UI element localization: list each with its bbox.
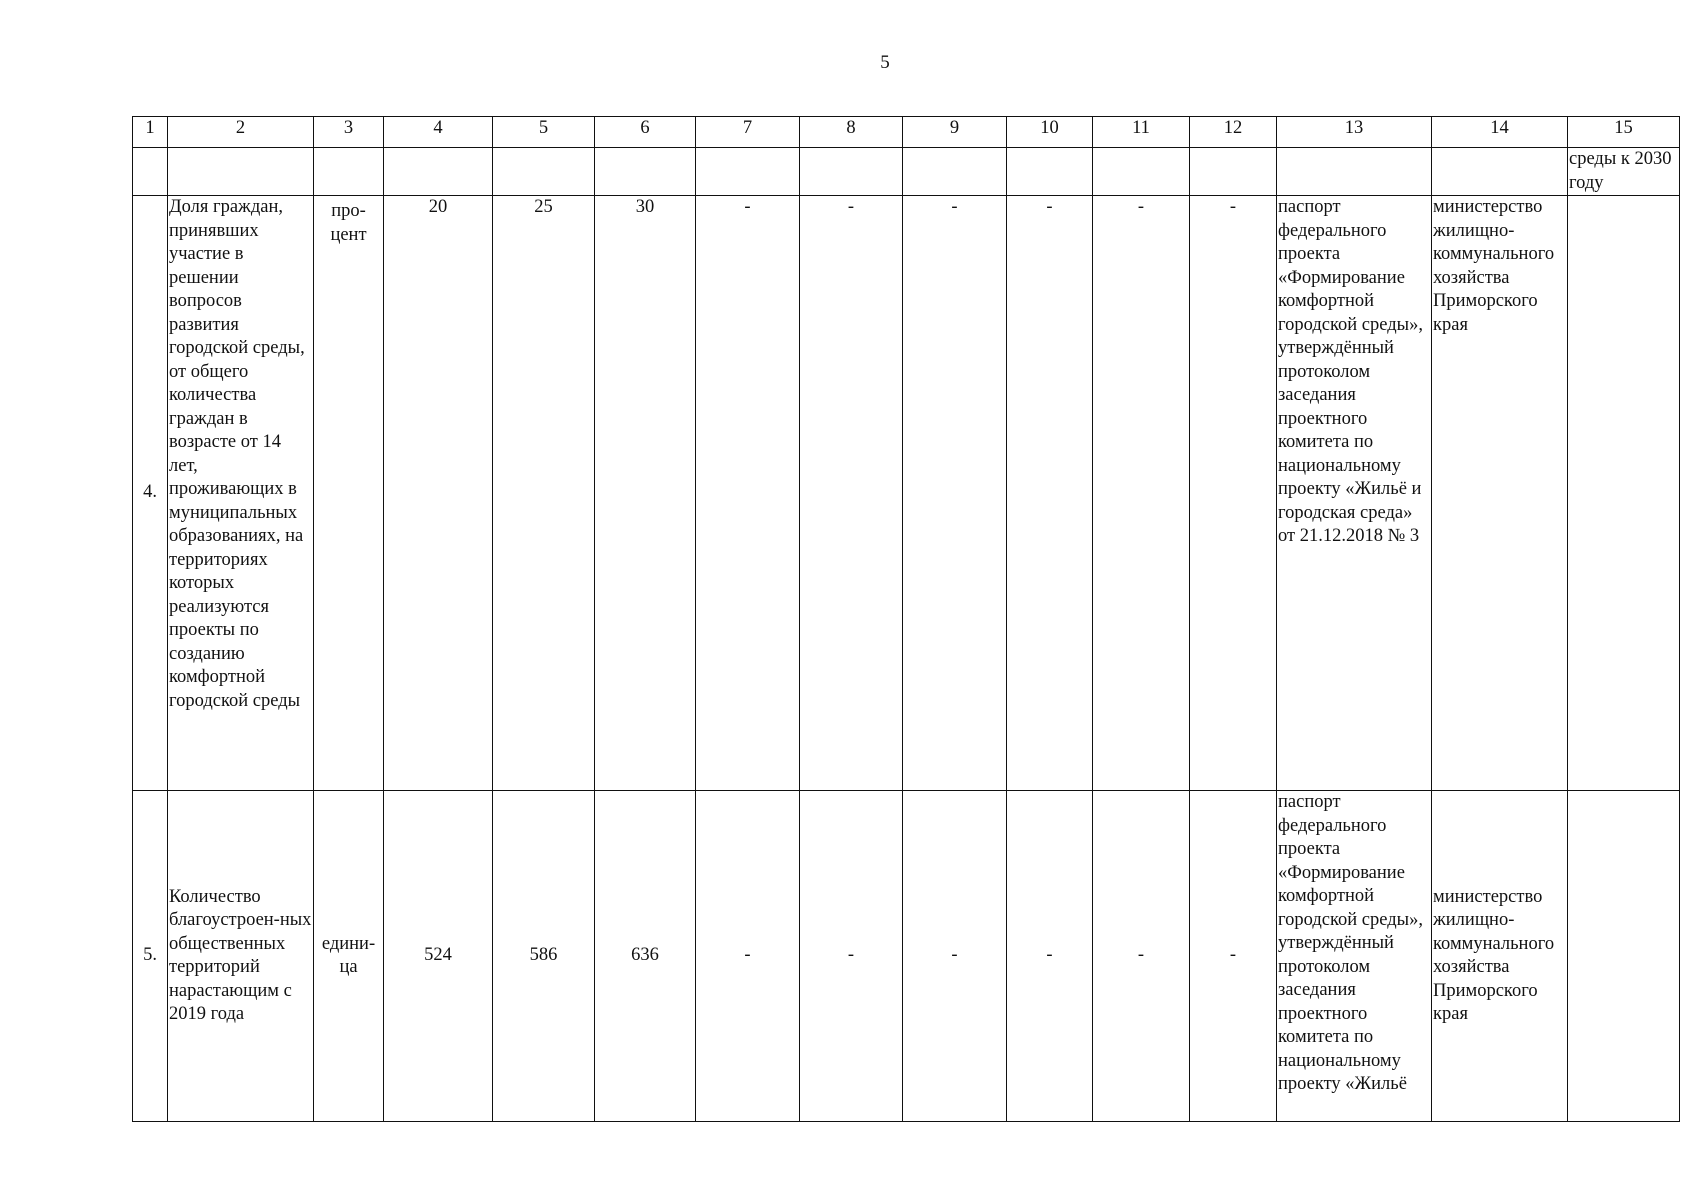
header-cell: 7 xyxy=(696,117,800,148)
header-cell: 4 xyxy=(384,117,493,148)
header-cell: 12 xyxy=(1190,117,1277,148)
source-document: паспорт федерального проекта «Формирование комфортной городской среды», утверждённый протоколом заседания проектного комитета по национальному проекту «Жильё и городская среда» от 21.12.2018 № 3 xyxy=(1277,196,1432,791)
row-number: 4. xyxy=(133,196,168,791)
indicator-name: Доля граждан, принявших участие в решении вопросов развития городской среды, от общего количества граждан в возрасте от 14 лет, проживающих в муниципальных образованиях, на территориях которых реализуются проекты по созданию комфортной городской среды xyxy=(168,196,314,791)
value-cell: - xyxy=(1190,791,1277,1122)
value-cell: - xyxy=(696,791,800,1122)
extra-cell xyxy=(1568,196,1680,791)
value-cell: - xyxy=(1190,196,1277,791)
table-row xyxy=(133,791,1680,1122)
page-number: 5 xyxy=(880,52,890,73)
unit-cell: про-цент xyxy=(314,196,384,791)
continuation-text: среды к 2030 году xyxy=(1568,148,1680,196)
value-cell: 30 xyxy=(595,196,696,791)
value-cell: - xyxy=(1007,791,1093,1122)
header-cell: 10 xyxy=(1007,117,1093,148)
header-cell: 3 xyxy=(314,117,384,148)
header-cell: 9 xyxy=(903,117,1007,148)
responsible-body: министерство жилищно-коммунального хозяйства Приморского края xyxy=(1432,791,1568,1122)
value-cell: - xyxy=(1093,196,1190,791)
header-row xyxy=(133,117,1680,148)
indicators-table xyxy=(132,116,1680,1122)
header-cell: 6 xyxy=(595,117,696,148)
unit-cell: едини-ца xyxy=(314,791,384,1122)
value-cell: - xyxy=(903,196,1007,791)
table-row xyxy=(133,196,1680,791)
continuation-row xyxy=(133,148,1680,196)
value-cell: - xyxy=(1093,791,1190,1122)
value-cell: 25 xyxy=(493,196,595,791)
header-cell: 2 xyxy=(168,117,314,148)
header-cell: 11 xyxy=(1093,117,1190,148)
header-cell: 1 xyxy=(133,117,168,148)
value-cell: - xyxy=(800,196,903,791)
value-cell: - xyxy=(1007,196,1093,791)
value-cell: - xyxy=(903,791,1007,1122)
header-cell: 8 xyxy=(800,117,903,148)
header-cell: 14 xyxy=(1432,117,1568,148)
value-cell: 524 xyxy=(384,791,493,1122)
value-cell: - xyxy=(800,791,903,1122)
header-cell: 5 xyxy=(493,117,595,148)
value-cell: 586 xyxy=(493,791,595,1122)
extra-cell xyxy=(1568,791,1680,1122)
header-cell: 13 xyxy=(1277,117,1432,148)
responsible-body: министерство жилищно-коммунального хозяйства Приморского края xyxy=(1432,196,1568,791)
value-cell: 20 xyxy=(384,196,493,791)
row-number: 5. xyxy=(133,791,168,1122)
value-cell: - xyxy=(696,196,800,791)
value-cell: 636 xyxy=(595,791,696,1122)
header-cell: 15 xyxy=(1568,117,1680,148)
indicator-name: Количество благоустроен-ных общественных территорий нарастающим с 2019 года xyxy=(168,791,314,1122)
source-document: паспорт федерального проекта «Формирование комфортной городской среды», утверждённый протоколом заседания проектного комитета по национальному проекту «Жильё xyxy=(1277,791,1432,1122)
